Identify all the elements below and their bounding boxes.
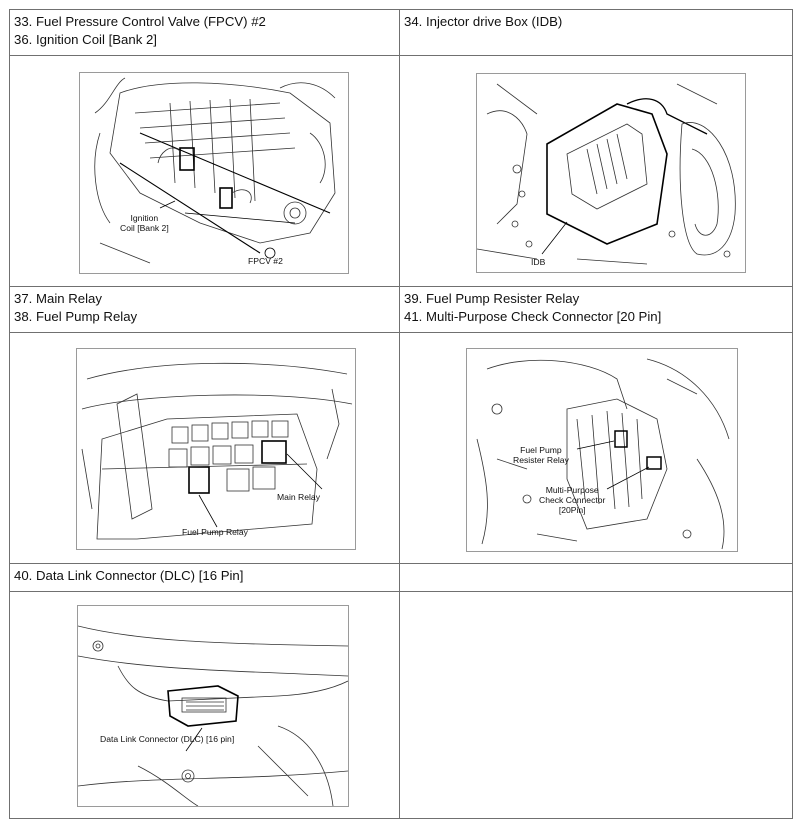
heading-cell-dlc [10, 564, 400, 592]
heading-main-relay: 37. Main Relay [14, 291, 102, 306]
diagram-resister-relay-check-connector [466, 348, 738, 552]
picture-cell-relays [10, 333, 400, 564]
heading-cell-fpcv-ignition-coil [10, 10, 400, 56]
diagram-relay-box [76, 348, 356, 550]
label-fuel-pump-resister-relay: Fuel Pump Resister Relay [513, 445, 569, 465]
label-fuel-pump-relay: Fuel Pump Relay [182, 527, 248, 537]
label-fpcv: FPCV #2 [248, 256, 283, 266]
picture-cell-empty [400, 592, 793, 819]
heading-fuel-pump-resister-relay: 39. Fuel Pump Resister Relay [404, 291, 580, 306]
diagram-fpcv-ignition-coil [79, 72, 349, 274]
label-idb: IDB [531, 257, 546, 267]
label-main-relay: Main Relay [277, 492, 320, 502]
heading-idb: 34. Injector drive Box (IDB) [404, 14, 563, 29]
picture-cell-resister-relay-check-connector [400, 333, 793, 564]
picture-cell-idb [400, 56, 793, 287]
heading-cell-empty [400, 564, 793, 592]
heading-dlc: 40. Data Link Connector (DLC) [16 Pin] [14, 568, 244, 583]
heading-multi-purpose-check-connector: 41. Multi-Purpose Check Connector [20 Pin] [404, 309, 662, 324]
label-dlc: Data Link Connector (DLC) [16 pin] [100, 734, 235, 744]
diagram-dlc [77, 605, 349, 807]
heading-ignition-coil: 36. Ignition Coil [Bank 2] [14, 32, 157, 47]
diagram-idb [476, 73, 746, 273]
picture-cell-fpcv-ignition-coil [10, 56, 400, 287]
heading-cell-resister-relay-check-connector [400, 287, 793, 333]
picture-cell-dlc [10, 592, 400, 819]
label-ignition-coil: Ignition Coil [Bank 2] [120, 213, 169, 233]
heading-fpcv: 33. Fuel Pressure Control Valve (FPCV) #2 [14, 14, 266, 29]
label-multi-purpose-check-connector: Multi-Purpose Check Connector [20Pin] [539, 485, 606, 515]
heading-fuel-pump-relay: 38. Fuel Pump Relay [14, 309, 138, 324]
heading-cell-main-relay-fuel-pump-relay [10, 287, 400, 333]
component-location-table [9, 9, 793, 819]
heading-cell-idb [400, 10, 793, 56]
